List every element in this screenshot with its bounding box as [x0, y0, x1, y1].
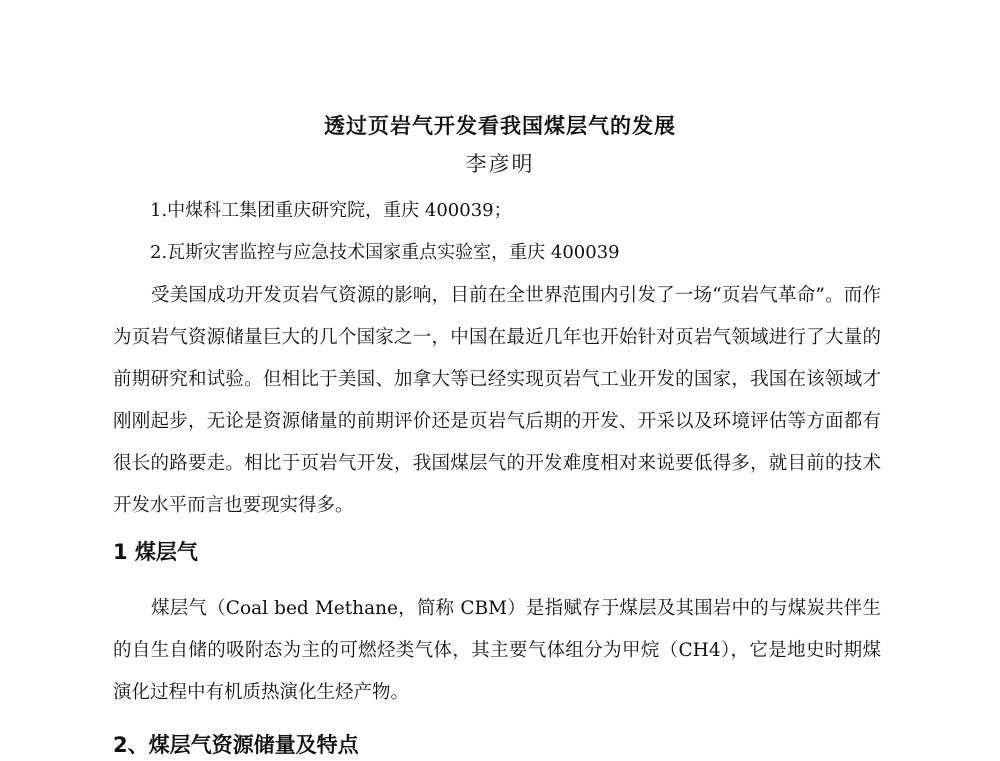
author-name: 李彦明	[465, 152, 535, 176]
section-heading-2: 2、煤层气资源储量及特点	[113, 733, 359, 757]
paper-title: 透过页岩气开发看我国煤层气的发展	[324, 114, 676, 138]
affiliation-2: 2.瓦斯灾害监控与应急技术国家重点实验室，重庆 400039	[150, 242, 620, 263]
intro-paragraph: 受美国成功开发页岩气资源的影响，目前在全世界范围内引发了一场“页岩气革命”。而作为页岩气资源储量巨大的几个国家之一，中国在最近几年也开始针对页岩气领域进行了大量的前期研究和试验。但相比于美国、加拿大等已经实现页岩气工业开发的国家，我国在该领域才刚刚起步，无论是资源储量的前期评价还是页岩气后期的开发、开采以及环境评估等方面都有很长的路要走。相比于页岩气开发，我国煤层气的开发难度相对来说要低得多，就目前的技术开发水平而言也要现实得多。	[113, 285, 881, 516]
section-1-paragraph: 煤层气（Coal bed Methane，简称 CBM）是指赋存于煤层及其围岩中的与煤炭共伴生的自生自储的吸附态为主的可燃烃类气体，其主要气体组分为甲烷（CH4），它是地史时期煤演化过程中有机质热演化生烃产物。	[113, 598, 881, 703]
section-heading-1: 1 煤层气	[113, 540, 198, 564]
affiliation-1: 1.中煤科工集团重庆研究院，重庆 400039；	[150, 200, 512, 221]
